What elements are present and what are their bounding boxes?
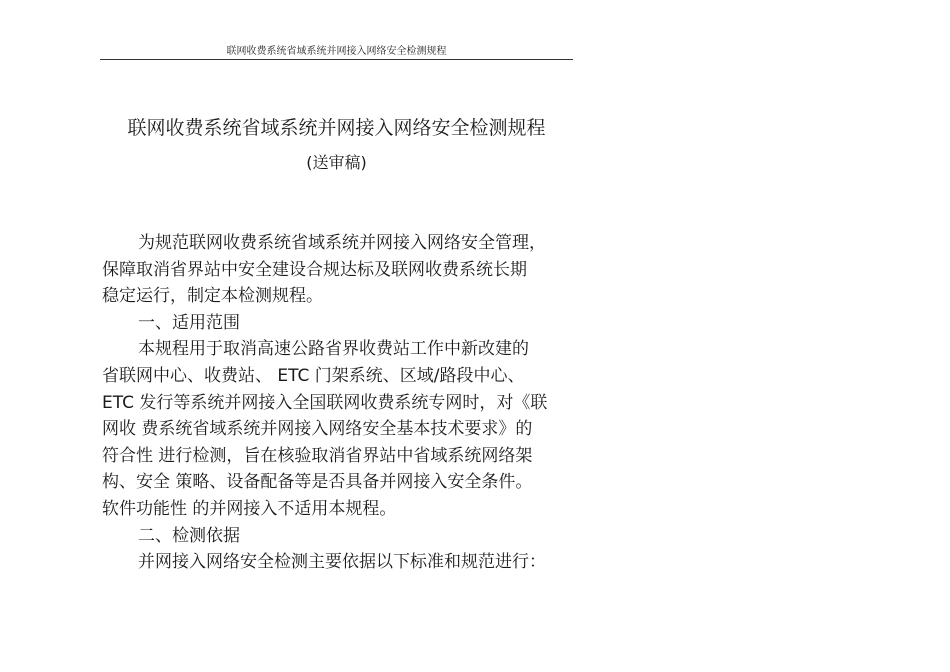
paragraph-line: 省联网中心、收费站、 ETC 门架系统、区域/路段中心、 [102, 365, 525, 386]
document-body [102, 230, 582, 576]
section-heading: 一、适用范围 [138, 312, 240, 333]
paragraph-line: 为规范联网收费系统省域系统并网接入网络安全管理， [138, 233, 546, 253]
paragraph-line: 并网接入网络安全检测主要依据以下标准和规范进行： [138, 552, 546, 573]
running-header: 联网收费系统省域系统并网接入网络安全检测规程 [226, 46, 447, 57]
paragraph-line: 稳定运行，制定本检测规程。 [102, 286, 323, 307]
section-heading: 二、检测依据 [138, 525, 240, 546]
paragraph-line: 构、安全 策略、设备配备等是否具备并网接入安全条件。 [102, 472, 533, 493]
paragraph-line: 保障取消省界站中安全建设合规达标及联网收费系统长期 [102, 259, 527, 280]
paragraph-line: 网收 费系统省域系统并网接入网络安全基本技术要求》的 [102, 419, 533, 440]
paragraph-line: 符合性 进行检测，旨在核验取消省界站中省域系统网络架 [102, 445, 533, 466]
header-rule [100, 59, 573, 60]
document-title: 联网收费系统省域系统并网接入网络安全检测规程 [127, 117, 546, 139]
paragraph-line: 软件功能性 的并网接入不适用本规程。 [102, 498, 397, 519]
paragraph-line: ETC 发行等系统并网接入全国联网收费系统专网时，对《联 [102, 392, 548, 413]
paragraph-line: 本规程用于取消高速公路省界收费站工作中新改建的 [138, 339, 529, 360]
document-subtitle: (送审稿) [306, 153, 367, 172]
